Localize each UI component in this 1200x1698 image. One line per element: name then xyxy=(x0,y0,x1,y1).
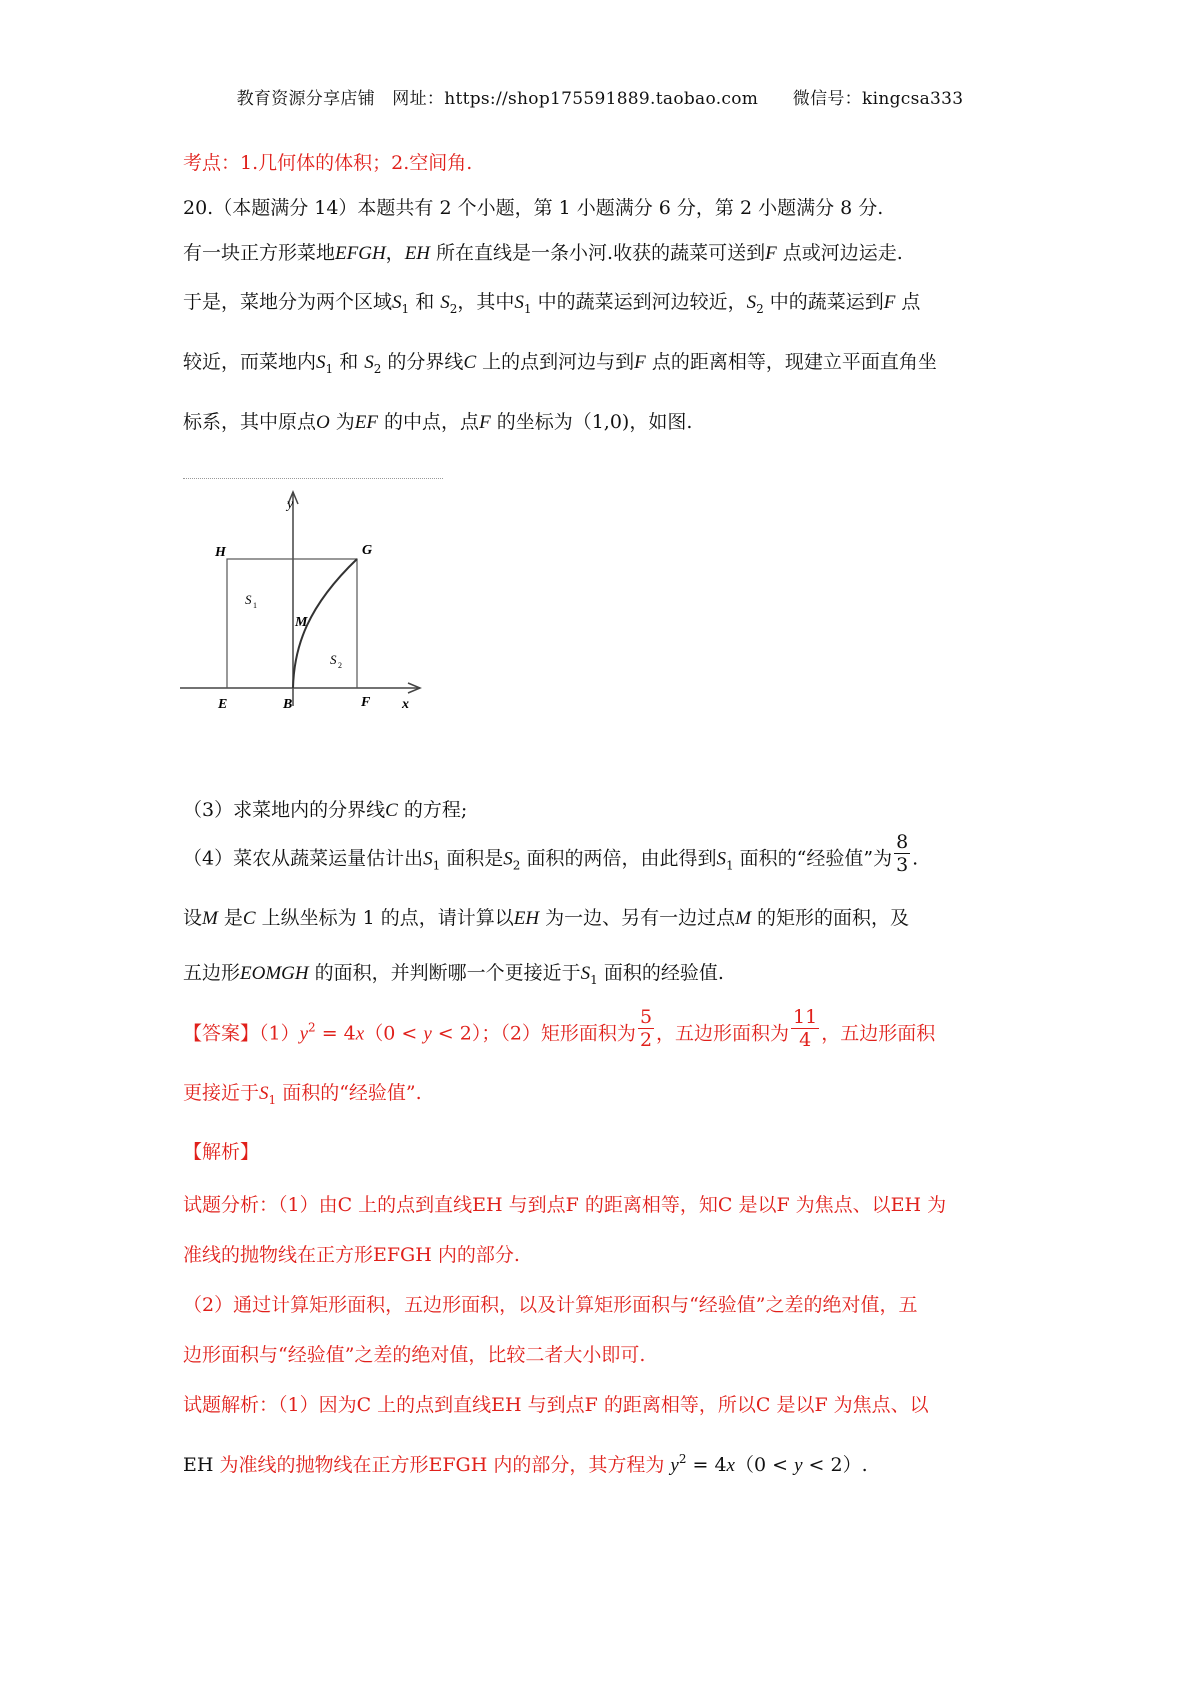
label-s1-sub: 1 xyxy=(253,601,257,610)
label-s2: S xyxy=(330,652,337,667)
label-y: y xyxy=(287,497,294,512)
problem-line-4: 标系，其中原点O 为EF 的中点，点F 的坐标为（1,0)，如图. xyxy=(183,411,693,433)
page-header: 教育资源分享店铺 网址：https://shop175591889.taobao.com 微信号：kingcsa333 xyxy=(236,89,964,109)
label-g: G xyxy=(362,543,373,558)
answer-line-2: 更接近于$S_1$ 面积的“经验值”. xyxy=(183,1082,422,1107)
problem-line-1: 有一块正方形菜地EFGH，EH 所在直线是一条小河.收获的蔬菜可送到F 点或河边运走. xyxy=(183,242,903,264)
fraction-5-2: $\frac{5}{2}$ xyxy=(639,1006,653,1051)
label-x: x xyxy=(402,697,409,712)
parabola-figure xyxy=(180,486,430,716)
label-s2-sub: 2 xyxy=(338,661,342,670)
label-b: B xyxy=(283,697,293,712)
answer-line-1: 【答案】$(1)y^2 = 4x(0 < y < 2)$；（2）矩形面积为 $\frac{5}{2}$ ，五边形面积为 $\frac{11}{4}$ ，五边形面积 xyxy=(183,1006,936,1051)
question-4-line-2: 设M 是C 上纵坐标为 1 的点，请计算以EH 为一边、另有一边过点M 的矩形的面积，及 xyxy=(183,907,910,929)
question-4-line-1: （4）菜农从蔬菜运量估计出$S_1$ 面积是$S_2$ 面积的两倍，由此得到$S_1$ 面积的“经验值”为 $\frac{8}{3}$ . xyxy=(183,831,919,876)
analysis-line-3: （2）通过计算矩形面积，五边形面积，以及计算矩形面积与“经验值”之差的绝对值，五 xyxy=(183,1294,918,1316)
fraction-11-4: $\frac{11}{4}$ xyxy=(793,1006,818,1051)
analysis-line-1: 试题分析：（1）由C 上的点到直线EH 与到点F 的距离相等，知C 是以F 为焦点、以EH 为 xyxy=(183,1194,947,1216)
kaodian-line: 考点：1.几何体的体积；2.空间角. xyxy=(183,152,473,174)
label-s1: S xyxy=(245,592,252,607)
problem-line-3: 较近，而菜地内$S_1$ 和 $S_2$ 的分界线C 上的点到河边与到F 点的距离相等，现建立平面直角坐 xyxy=(183,351,937,376)
label-e: E xyxy=(218,697,228,712)
analysis-tag: 【解析】 xyxy=(183,1141,260,1163)
problem-intro: 20.（本题满分 14）本题共有 2 个小题，第 1 小题满分 6 分，第 2 小题满分 8 分. xyxy=(183,197,884,219)
question-3: （3）求菜地内的分界线C 的方程; xyxy=(183,799,468,821)
label-m: M xyxy=(295,615,308,630)
analysis-line-6: EH 为准线的抛物线在正方形EFGH 内的部分，其方程为 $y^2 = 4x(0 < y < 2)$. xyxy=(183,1452,868,1476)
analysis-line-2: 准线的抛物线在正方形EFGH 内的部分. xyxy=(183,1244,520,1266)
label-f: F xyxy=(361,695,371,710)
question-4-line-3: 五边形EOMGH 的面积，并判断哪一个更接近于$S_1$ 面积的经验值. xyxy=(183,962,724,987)
fraction-8-3: $\frac{8}{3}$ xyxy=(896,831,909,876)
label-h: H xyxy=(215,545,226,560)
dotted-divider xyxy=(183,478,443,479)
analysis-line-5: 试题解析：（1）因为C 上的点到直线EH 与到点F 的距离相等，所以C 是以F 为焦点、以 xyxy=(183,1394,929,1416)
problem-line-2: 于是，菜地分为两个区域$S_1$ 和 $S_2$，其中$S_1$ 中的蔬菜运到河边较近，$S_2$ 中的蔬菜运到F 点 xyxy=(183,291,921,316)
analysis-line-4: 边形面积与“经验值”之差的绝对值，比较二者大小即可. xyxy=(183,1344,646,1366)
